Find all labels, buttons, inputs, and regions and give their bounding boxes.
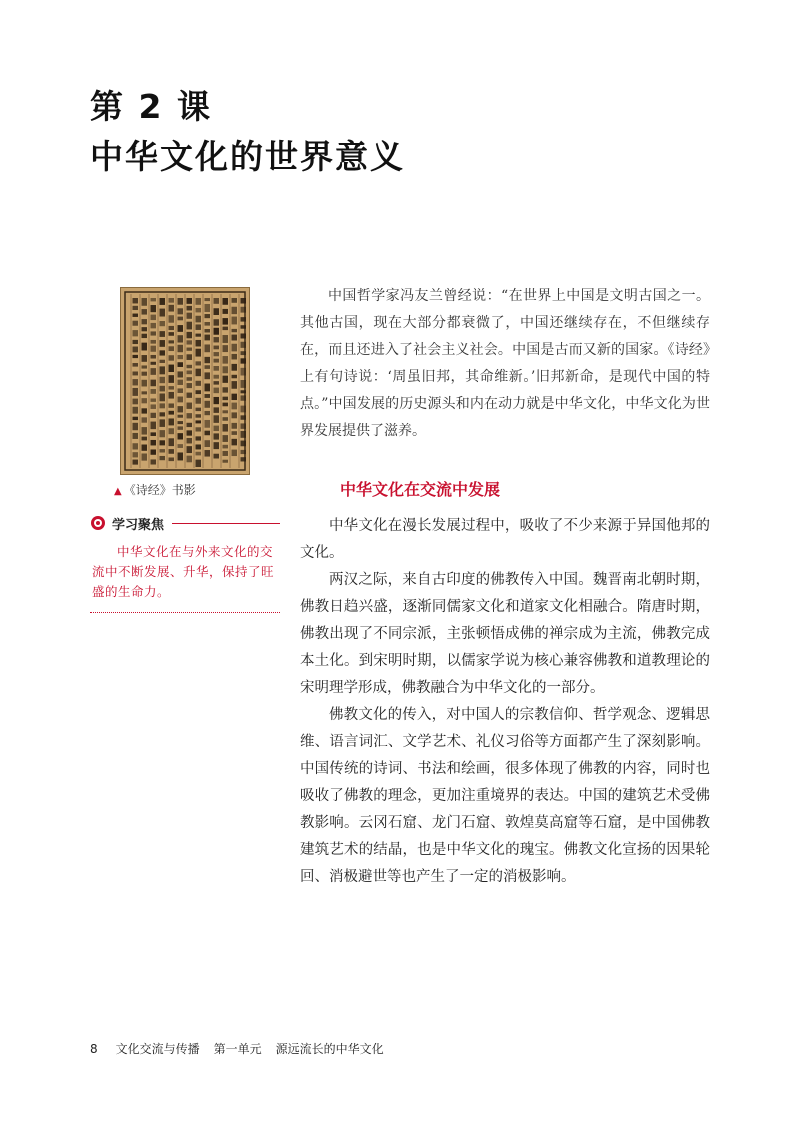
figure-caption [114,481,196,498]
footer-unit: 第一单元 [213,1042,262,1056]
study-focus-box [90,512,280,613]
focus-target-icon [90,515,106,531]
main-content [300,283,710,891]
lesson-header [90,82,405,182]
page-footer [90,1040,398,1057]
lesson-title: 中华文化的世界意义 [90,137,405,176]
body-paragraph: 两汉之际，来自古印度的佛教传入中国。魏晋南北朝时期，佛教日趋兴盛，逐渐同儒家文化和道家文化相融合。隋唐时期，佛教出现了不同宗派，主张顿悟成佛的禅宗成为主流，佛教完成本土化。到宋明时期，以儒家学说为核心兼容佛教和道教理论的宋明理学形成，佛教融合为中华文化的一部分。 [300,572,710,696]
page-number: 8 [90,1042,98,1056]
triangle-icon: ▲ [114,486,122,497]
shijing-book-image [120,287,250,475]
study-focus-header [90,512,280,534]
divider [172,523,280,524]
footer-book-title: 文化交流与传播 [115,1042,200,1056]
figure-caption-text: 《诗经》书影 [123,483,196,497]
study-focus-text: 中华文化在与外来文化的交流中不断发展、升华，保持了旺盛的生命力。 [90,542,280,613]
footer-unit-title: 源远流长的中华文化 [275,1042,384,1056]
body-paragraph: 中华文化在漫长发展过程中，吸收了不少来源于异国他邦的文化。 [300,518,710,561]
study-focus-label: 学习聚焦 [112,517,165,533]
intro-quote: 中国哲学家冯友兰曾经说：“在世界上中国是文明古国之一。其他古国，现在大部分都衰微了，中国还继续存在，不但继续存在，而且还进入了社会主义社会。中国是古而又新的国家。《诗经》上有句诗说：‘周虽旧邦，其命维新。’旧邦新命，是现代中国的特点。”中国发展的历史源头和内在动力就是中华文化，中华文化为世界发展提供了滋养。 [300,288,710,439]
body-paragraph: 佛教文化的传入，对中国人的宗教信仰、哲学观念、逻辑思维、语言词汇、文学艺术、礼仪习俗等方面都产生了深刻影响。中国传统的诗词、书法和绘画，很多体现了佛教的内容，同时也吸收了佛教的理念，更加注重境界的表达。中国的建筑艺术受佛教影响。云冈石窟、龙门石窟、敦煌莫高窟等石窟，是中国佛教建筑艺术的结晶，也是中华文化的瑰宝。佛教文化宣扬的因果轮回、消极避世等也产生了一定的消极影响。 [300,707,710,885]
section-heading: 中华文化在交流中发展 [340,480,501,499]
lesson-number: 第 2 课 [90,87,212,126]
